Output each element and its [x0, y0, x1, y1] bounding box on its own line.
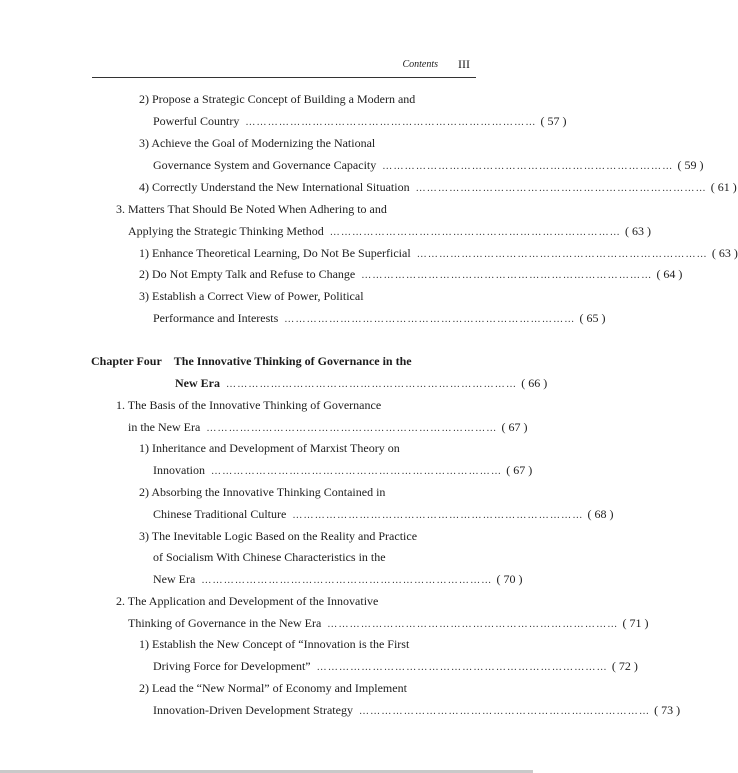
toc-entry: 2) Do Not Empty Talk and Refuse to Change …………………………………………………………………… ( 64 )	[139, 267, 683, 281]
toc-entry: 3) Achieve the Goal of Modernizing the National	[139, 136, 376, 150]
page-number: ( 64 )	[656, 267, 683, 281]
toc-entry: Governance System and Governance Capacity …………………………………………………………………… ( 59 )	[153, 158, 704, 172]
header-page-number: III	[458, 57, 470, 71]
toc-entry: 1. The Basis of the Innovative Thinking of Governance	[116, 398, 382, 412]
toc-entry: 3. Matters That Should Be Noted When Adhering to and	[116, 202, 387, 216]
chapter-heading: New Era …………………………………………………………………… ( 66 )	[175, 376, 548, 390]
chapter-label: Chapter Four	[91, 354, 162, 368]
leader-dots: ……………………………………………………………………	[245, 117, 537, 128]
leader-dots: ……………………………………………………………………	[358, 706, 651, 717]
toc-entry: 4) Correctly Understand the New International Situation …………………………………………………………………… ( 61 )	[139, 180, 737, 194]
toc-entry: Performance and Interests …………………………………………………………………… ( 65 )	[153, 311, 606, 325]
toc-entry: Powerful Country …………………………………………………………………… ( 57 )	[153, 114, 567, 128]
leader-dots: ……………………………………………………………………	[211, 466, 503, 477]
chapter-heading: Chapter Four The Innovative Thinking of Governance in the	[91, 354, 412, 368]
toc-entry: 3) The Inevitable Logic Based on the Reality and Practice	[139, 529, 418, 543]
toc-entry: of Socialism With Chinese Characteristics in the	[153, 550, 386, 564]
toc-entry: in the New Era …………………………………………………………………… ( 67 )	[128, 420, 528, 434]
toc-entry: 2) Absorbing the Innovative Thinking Contained in	[139, 485, 386, 499]
toc-entry: 3) Establish a Correct View of Power, Political	[139, 289, 364, 303]
toc-entry: 2) Lead the “New Normal” of Economy and Implement	[139, 681, 407, 695]
page-number: ( 66 )	[521, 376, 548, 390]
toc-entry: Applying the Strategic Thinking Method …………………………………………………………………… ( 63 )	[128, 224, 651, 238]
toc-entry: 1) Inheritance and Development of Marxist Theory on	[139, 441, 400, 455]
page-number: ( 70 )	[496, 572, 523, 586]
leader-dots: ……………………………………………………………………	[416, 249, 708, 260]
leader-dots: ……………………………………………………………………	[382, 161, 674, 172]
toc-entry: Innovation …………………………………………………………………… ( 67 )	[153, 463, 533, 477]
leader-dots: ……………………………………………………………………	[206, 423, 498, 434]
running-header	[92, 57, 476, 78]
toc-entry: Innovation-Driven Development Strategy …………………………………………………………………… ( 73 )	[153, 703, 681, 717]
page-number: ( 59 )	[677, 158, 704, 172]
leader-dots: ……………………………………………………………………	[284, 314, 576, 325]
toc-entry: 2. The Application and Development of the Innovative	[116, 594, 379, 608]
page-number: ( 63 )	[711, 246, 738, 260]
toc-entry: 1) Enhance Theoretical Learning, Do Not Be Superficial …………………………………………………………………… ( 63 )	[139, 246, 738, 260]
toc-entry: Driving Force for Development” …………………………………………………………………… ( 72 )	[153, 659, 638, 673]
page-number: ( 73 )	[654, 703, 681, 717]
leader-dots: ……………………………………………………………………	[361, 270, 653, 281]
leader-dots: ……………………………………………………………………	[327, 619, 619, 630]
leader-dots: ……………………………………………………………………	[415, 183, 707, 194]
leader-dots: ……………………………………………………………………	[316, 662, 608, 673]
toc-entry: Thinking of Governance in the New Era …………………………………………………………………… ( 71 )	[128, 616, 649, 630]
toc-entry: 1) Establish the New Concept of “Innovation is the First	[139, 637, 410, 651]
page-number: ( 63 )	[624, 224, 651, 238]
leader-dots: ……………………………………………………………………	[226, 379, 518, 390]
toc-entry: 2) Propose a Strategic Concept of Building a Modern and	[139, 92, 416, 106]
page-number: ( 71 )	[622, 616, 649, 630]
page-number: ( 72 )	[611, 659, 638, 673]
page-number: ( 68 )	[587, 507, 614, 521]
header-title: Contents	[402, 59, 438, 70]
page-number: ( 65 )	[579, 311, 606, 325]
page-number: ( 67 )	[506, 463, 533, 477]
leader-dots: ……………………………………………………………………	[292, 510, 584, 521]
page-number: ( 61 )	[710, 180, 737, 194]
leader-dots: ……………………………………………………………………	[201, 575, 493, 586]
page-number: ( 67 )	[501, 420, 528, 434]
toc-entry: Chinese Traditional Culture …………………………………………………………………… ( 68 )	[153, 507, 614, 521]
page-number: ( 57 )	[540, 114, 567, 128]
leader-dots: ……………………………………………………………………	[329, 227, 621, 238]
toc-entry: New Era …………………………………………………………………… ( 70 )	[153, 572, 523, 586]
